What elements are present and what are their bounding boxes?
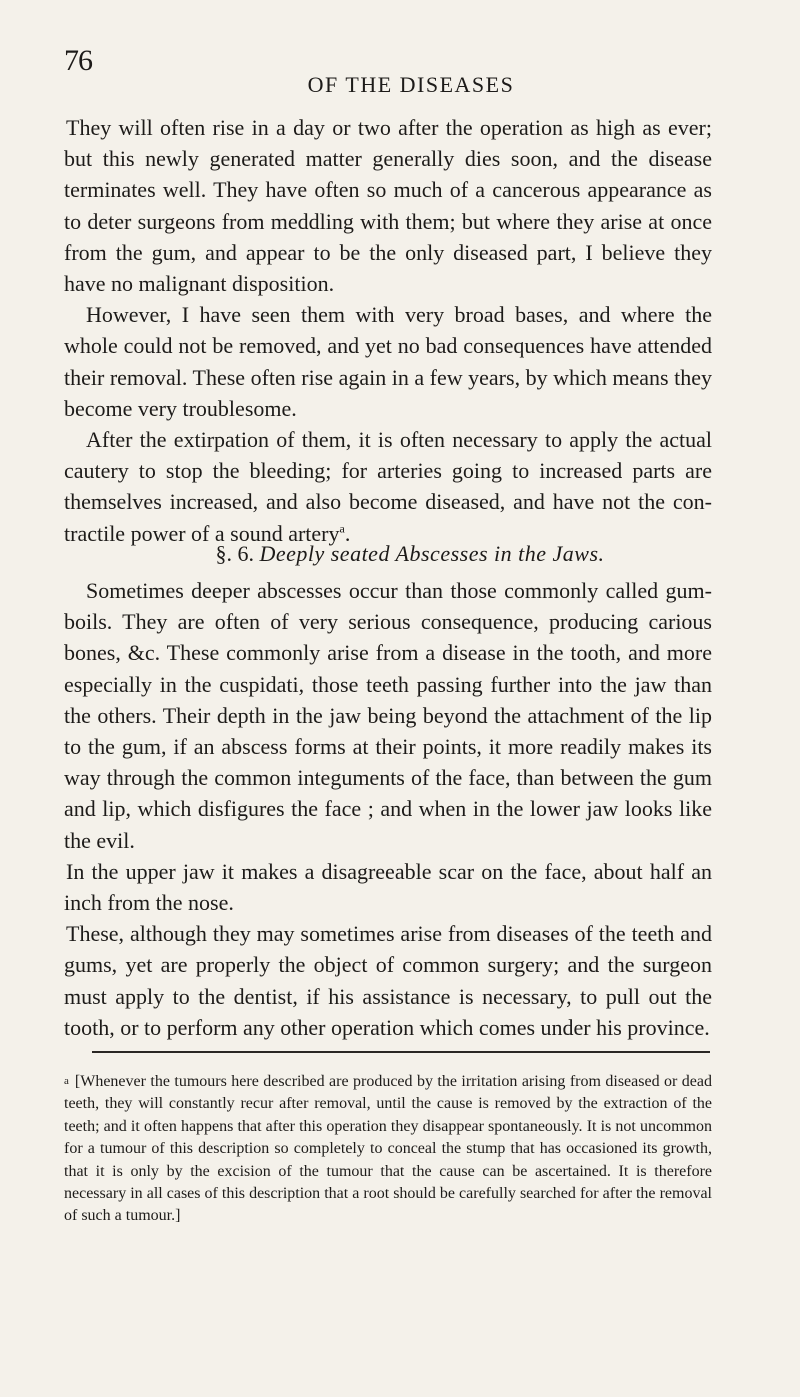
paragraph [64,424,712,549]
section-mark: §. 6. [215,541,254,566]
paragraph: They will often rise in a day or two after the operation as high as ever; but this newly generated matter generally dies soon, and the disease terminates well. They have often so much of a cancerous appearance as to deter surgeons from meddling with them; but where they arise at once from the gum, and appear to be the only diseased part, I believe they have no malignant disposition. [64,115,712,297]
footnote-mark: a [64,1075,69,1087]
footnote-reference[interactable]: a [339,521,345,536]
paragraph: Sometimes deeper abscesses occur than those commonly called gum-boils. They are often of very serious consequence, producing carious bones, &c. These commonly arise from a disease in the tooth, and more especially in the cuspidati, those teeth passing further into the jaw than the others. Their depth in the jaw being beyond the attachment of the lip to the gum, if an abscess forms at their points, it more readily makes its way through the common integuments of the face, than between the gum and lip, which disfigures the face ; and when in the lower jaw looks like the evil. [64,578,712,853]
footnote-divider [92,1051,710,1053]
section-one-text [64,112,712,549]
paragraph: However, I have seen them with very broad bases, and where the whole could not be removed, and yet no bad consequences have attended their removal. These often rise again in a few years, by which means they become very troublesome. [64,302,712,421]
footnote-text: [Whenever the tumours here described are produced by the irritation arising from diseased or dead teeth, they will constantly recur after removal, until the cause is removed by the extraction of the teeth; and it often happens that after this operation they disappear spontaneously. It is not uncommon for a tumour of this description so completely to conceal the stump that has occasioned its growth, that it is only by the excision of the tumour that the cause can be ascertained. It is therefore necessary in all cases of this description that a root should be carefully searched for after the removal of such a tumour.] [64,1073,712,1225]
running-head: OF THE DISEASES [307,72,515,97]
page-number: 76 [64,44,92,77]
footnote [64,1070,712,1228]
paragraph: In the upper jaw it makes a disagreeable scar on the face, about half an inch from the nose. [64,858,712,916]
paragraph: These, although they may sometimes arise from diseases of the teeth and gums, yet are properly the object of common surgery; and the surgeon must apply to the dentist, if his assistance is necessary, to pull out the tooth, or to perform any other operation which comes under his province. [64,921,712,1040]
paragraph-end: . [344,520,351,546]
section-title: Deeply seated Abscesses in the Jaws. [259,541,605,566]
paragraph-text: After the extirpation of them, it is often necessary to apply the actual cautery to stop the bleeding; for arteries going to increased parts are themselves increased, and also become diseased, and have not the contractile power of a sound artery [64,427,712,546]
section-two-text [64,575,712,1043]
section-heading [0,541,800,567]
